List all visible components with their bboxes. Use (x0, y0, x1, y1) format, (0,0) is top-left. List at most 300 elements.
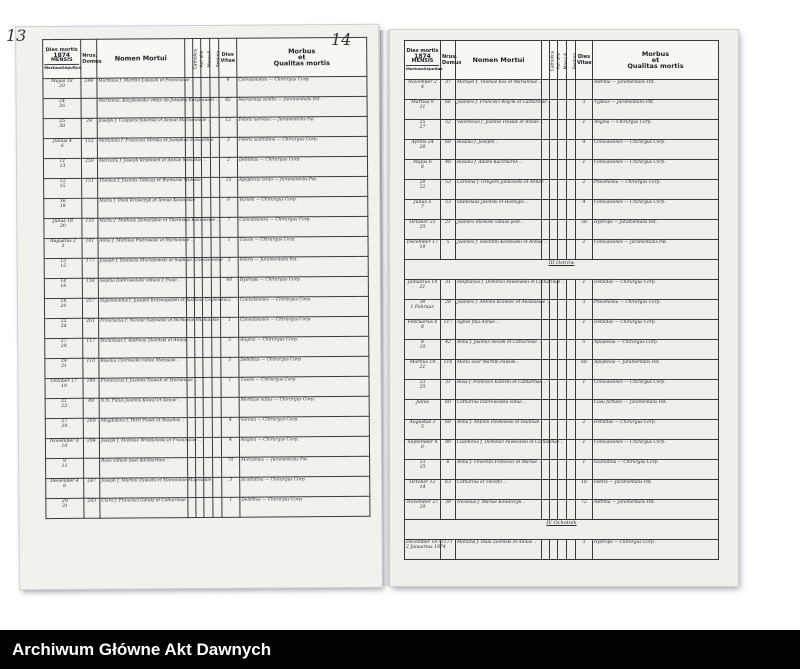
date-cell (44, 178, 82, 198)
name-cell (99, 378, 198, 399)
age-cell (576, 100, 593, 120)
morbus-cell (593, 360, 719, 380)
name-cell-name: N.N. Filius Joannis Kowal et Annae .. (100, 398, 181, 404)
date-cell-m: Februarius 6 (407, 320, 438, 325)
date-cell-s: 5 (421, 425, 424, 430)
morbus-cell-morbus: Febris — Juramentalis Pat. (594, 480, 653, 485)
date-cell-m: 30 (419, 300, 426, 305)
house-number-cell-n: 53 (445, 200, 451, 205)
date-cell-s: 21 (419, 365, 426, 370)
morbus-cell-morbus: Convulsiones — Chirurgus Corp. (594, 140, 666, 145)
date-cell-m: 20 (419, 180, 426, 185)
age-cell (576, 440, 593, 460)
name-cell (456, 100, 551, 120)
date-cell-s: 23 (61, 403, 68, 409)
date-cell (45, 378, 83, 398)
house-number-cell (441, 420, 456, 440)
name-cell-name: Joannes f. Francisci Wójcik et Catharinae .. (457, 100, 551, 105)
name-cell (100, 477, 212, 499)
religio-catholica-cell (542, 500, 550, 520)
morbus-header: Morbus et Qualitas mortis (593, 41, 719, 80)
sexus-femina-cell (211, 197, 220, 217)
house-number-cell-n: 110 (86, 358, 96, 364)
date-cell-m: 24 (59, 98, 66, 104)
house-number-cell-n: 117 (86, 338, 96, 344)
date-cell-s: 15 (59, 183, 66, 189)
date-cell-m: 11 (59, 158, 66, 164)
house-number-cell-n: 181 (85, 238, 95, 244)
house-number-cell (83, 378, 99, 398)
house-number-cell-n: 60 (445, 420, 451, 425)
morbus-cell (238, 256, 368, 277)
sexus-masculus-cell (202, 177, 211, 197)
name-cell-name: Sophia Dobrowolska viduae f. Pauli .. (99, 278, 181, 284)
sexus-femina-cell (567, 460, 576, 480)
house-number-cell (82, 218, 98, 238)
date-cell (405, 540, 446, 560)
nomen-mortui-header: Nomen Mortui (456, 41, 542, 80)
religio-catholica-cell (542, 540, 550, 560)
date-cell-s: 6 (60, 143, 64, 149)
table-row (405, 100, 719, 120)
morbus-cell (593, 180, 719, 200)
date-cell-s: 19 (419, 245, 426, 250)
age-cell-a: 7 (227, 217, 231, 223)
morbus-cell (593, 200, 719, 220)
age-cell (576, 80, 593, 100)
age-cell (576, 540, 593, 560)
age-cell (576, 120, 593, 140)
name-cell-name: Franciscus f. Nicolai Sadowski et Barbarae Michalskie (100, 317, 220, 324)
religio-catholica-cell (542, 340, 550, 360)
morbus-cell (593, 420, 719, 440)
morbus-cell-morbus: Febris scarlatina — Chirurgus Corp. (238, 137, 318, 143)
death-register-table-left (42, 37, 370, 519)
age-cell-a: 6 (227, 197, 231, 203)
morbus-cell (239, 416, 369, 437)
table-row (405, 540, 719, 560)
date-cell-s: 11 (419, 105, 426, 110)
date-cell-m: 21 (61, 398, 68, 404)
house-number-cell (83, 438, 99, 458)
name-cell-name: Anna f. Vincentii Francisci et Mariae .. (457, 460, 542, 465)
house-number-cell-n: 155 (85, 218, 95, 224)
table-row (405, 480, 719, 500)
age-cell (221, 437, 239, 457)
sexus-femina-cell (567, 340, 576, 360)
house-number-cell-n: 177 (85, 258, 95, 264)
archive-name: Archiwum Główne Akt Dawnych (12, 639, 272, 659)
name-cell-name: Anna f. Mathiae Piotrowski et Mariannae .. (99, 238, 194, 244)
table-row (44, 196, 368, 218)
sexus-masculus-cell (558, 420, 567, 440)
age-cell (219, 97, 237, 117)
morbus-cell-morbus: Convulsiones — Chirurgus Corp. (240, 317, 312, 323)
sexus-femina-cell (212, 437, 221, 457)
age-cell-a: 2 (582, 420, 586, 425)
religio-alia-cell (550, 320, 558, 340)
date-cell-s: 29 (419, 505, 426, 510)
date-cell (405, 80, 441, 100)
morbus-cell-morbus: Asthma — Juramentalis Pat. (594, 80, 655, 85)
table-row (405, 360, 719, 380)
sexus-masculus-cell (203, 337, 212, 357)
sexus-masculus-cell (558, 160, 567, 180)
house-number-cell (441, 440, 456, 460)
age-cell-a: 82 (225, 97, 231, 103)
date-cell-m: Augustus 2 (49, 238, 77, 245)
morbus-cell (237, 156, 367, 177)
age-cell (221, 317, 239, 337)
house-number-cell-n: 153 (84, 138, 94, 144)
date-cell-s: 27 (419, 125, 426, 130)
dies-vitae-header: Dies Vitae (219, 38, 237, 77)
age-cell-a: 2 (227, 297, 231, 303)
date-cell (43, 138, 81, 158)
register-rows-right (405, 80, 719, 560)
table-row (44, 276, 368, 298)
date-cell-s: 2 Januarius 1874 (406, 545, 446, 550)
religio-alia-cell (550, 80, 558, 100)
table-row (43, 116, 367, 138)
nrus-domus-header: Nrus. Domus (441, 41, 456, 80)
table-row (45, 376, 369, 398)
house-number-cell-n: 89 (445, 440, 451, 445)
sexus-masculus-cell (558, 380, 567, 400)
dies-vitae-header: Dies Vitae (576, 41, 593, 80)
name-cell (99, 338, 192, 359)
date-cell (405, 440, 441, 460)
house-number-cell-n: 244 (84, 78, 94, 84)
name-cell-name: Agnes filia Annae .. (457, 320, 500, 325)
morbus-cell (239, 316, 369, 337)
religio-alia-cell (550, 140, 558, 160)
morbus-cell (593, 80, 719, 100)
name-cell (98, 177, 201, 199)
age-cell-a: 3 (582, 540, 586, 545)
religio-alia-cell (550, 220, 558, 240)
house-number-cell-n: 173 (443, 540, 453, 545)
house-number-cell (441, 340, 456, 360)
house-number-cell (441, 320, 456, 340)
sexus-femina-cell (567, 280, 576, 300)
table-row (43, 156, 367, 178)
morbus-cell-morbus: Convulsiones — Chirurgus Corp. (594, 440, 666, 445)
name-cell (98, 238, 194, 259)
age-cell-a: 1 (229, 497, 233, 503)
sexus-masculus-header: Masculi (558, 41, 567, 80)
house-number-cell-n: 6 (446, 460, 450, 465)
morbus-cell (240, 496, 370, 517)
date-cell-s: 8 (421, 165, 424, 170)
name-cell-name: Magdalena f. Petri Pasek et Rosaliae .. (100, 418, 185, 424)
sexus-masculus-cell (203, 397, 212, 417)
house-number-cell (81, 98, 97, 118)
name-cell (98, 257, 223, 279)
sexus-femina-cell (211, 277, 220, 297)
date-cell-m: 14 (60, 278, 67, 284)
date-cell (405, 300, 441, 320)
house-number-cell (82, 298, 98, 318)
religio-alia-cell (550, 460, 558, 480)
date-cell-m: 9 (63, 458, 67, 464)
house-number-cell (441, 80, 456, 100)
sexus-femina-cell (567, 300, 576, 320)
name-cell (456, 140, 542, 160)
house-number-cell-n: 37 (445, 80, 451, 85)
name-cell-name: Joannes f. Valentini Kozłowski et Annae .. (457, 240, 547, 245)
name-cell (97, 78, 194, 99)
date-cell-s: 29 (60, 343, 67, 349)
religio-alia-cell (196, 457, 204, 477)
morbus-cell (238, 236, 368, 257)
register-rows-left (43, 76, 370, 518)
table-row (405, 220, 719, 240)
age-cell-a: 5 (228, 337, 232, 343)
date-cell (405, 420, 441, 440)
age-cell-a: 72 (581, 500, 587, 505)
age-cell (219, 137, 237, 157)
age-cell (576, 160, 593, 180)
date-cell-s: 26 (59, 103, 66, 109)
age-cell (219, 157, 237, 177)
name-cell-name: Carolina f. Gregorii Jankowski et Annae .. (457, 180, 548, 185)
name-cell (456, 500, 542, 520)
morbus-cell (593, 500, 719, 520)
morbus-header: Morbus et Qualitas mortis (237, 37, 367, 77)
book-spine (380, 30, 390, 586)
morbus-cell (239, 336, 369, 357)
sexus-femina-cell (567, 320, 576, 340)
morbus-cell-morbus: Convulsiones — Chirurgus Corp. (238, 77, 310, 83)
date-cell (405, 160, 441, 180)
date-cell-m: Majus 6 (413, 160, 432, 165)
name-cell (100, 498, 188, 519)
date-cell-s: 16 (60, 283, 67, 289)
date-cell (405, 480, 441, 500)
name-cell-name: Stephanus f. Dominici Pawłowski et Catharinae .. (457, 280, 565, 285)
age-cell-a: 3 (582, 100, 586, 105)
date-cell-s: 13 (59, 163, 66, 169)
sexus-masculus-cell (203, 417, 212, 437)
house-number-cell (441, 120, 456, 140)
dies-mortis-header: Dies mortis 1874 MENSIS Mortuus Sepultus (43, 39, 81, 78)
sexus-masculus-cell (558, 120, 567, 140)
sexus-masculus-cell (558, 80, 567, 100)
morbus-cell (593, 120, 719, 140)
date-cell (45, 338, 83, 358)
morbus-cell (593, 220, 719, 240)
sexus-femina-cell (567, 440, 576, 460)
table-row (43, 96, 367, 118)
date-cell (44, 258, 82, 278)
age-cell-a: 12 (225, 117, 232, 123)
table-row (46, 456, 370, 478)
sexus-masculus-cell (558, 480, 567, 500)
age-cell-a: 2 (226, 157, 230, 163)
date-cell-m: December 17 (406, 240, 439, 245)
sexus-femina-cell (567, 200, 576, 220)
house-number-cell-n: 247 (87, 478, 97, 484)
date-cell (405, 360, 441, 380)
death-register-table-right (404, 40, 719, 560)
name-cell-name: Maria uxor Martini Pawlak .. (457, 360, 520, 365)
house-number-cell (441, 360, 456, 380)
name-cell (456, 420, 542, 440)
morbus-cell (593, 480, 719, 500)
date-cell (405, 400, 441, 420)
sexus-masculus-cell (203, 437, 212, 457)
sexus-masculus-cell (558, 140, 567, 160)
morbus-cell (237, 116, 367, 137)
age-cell (576, 480, 593, 500)
date-cell (45, 438, 83, 458)
name-cell (98, 217, 220, 239)
name-cell-name: Franciscus f. Joannis Nowak et Mariannae .. (100, 378, 198, 384)
age-cell-a: 1 (582, 460, 586, 465)
age-cell-a: 5 (582, 340, 586, 345)
table-row (45, 436, 369, 458)
date-cell-m: 18 (60, 298, 67, 304)
house-number-cell-n: 53 (445, 180, 451, 185)
sexus-masculus-cell (558, 340, 567, 360)
name-cell-name: Martinus f. Martini Łukasik et Franciscae .. (98, 78, 194, 84)
date-cell-s: 31 (61, 503, 68, 509)
morbus-cell-morbus: Convulsiones — Chirurgus Corp. (594, 200, 666, 205)
sexus-femina-cell (212, 377, 221, 397)
date-cell-m: 13 (419, 460, 426, 465)
house-number-cell-n: 31 (445, 380, 451, 385)
name-cell-name: Marianna, Kozykowska vidua ab Josepho Kozykowski .. (98, 97, 219, 104)
age-cell-a: 1 (582, 320, 586, 325)
morbus-cell (237, 76, 367, 97)
name-cell (456, 200, 542, 220)
sexus-masculus-cell (203, 357, 212, 377)
house-number-cell-n: 21 (445, 220, 451, 225)
age-cell-a: 18 (581, 480, 587, 485)
morbus-cell (593, 300, 719, 320)
morbus-cell-morbus: Asthma — Juramentalis Pat. (594, 500, 655, 505)
name-cell-name: Michael f. Thomae Kos et Mariannae .. (457, 80, 542, 85)
table-row (46, 496, 370, 518)
date-cell-s: 30 (59, 123, 66, 129)
name-cell (99, 358, 187, 379)
age-cell (222, 457, 240, 477)
religio-alia-cell (195, 337, 203, 357)
sexus-masculus-header: Masculi (201, 38, 210, 77)
age-cell-a: 2 (582, 240, 586, 245)
sexus-femina-cell (213, 477, 222, 497)
table-row (405, 120, 719, 140)
date-cell-s: 18 (59, 203, 66, 209)
religio-catholica-cell (542, 460, 550, 480)
house-number-cell-n: 48 (445, 160, 451, 165)
date-cell-m: October 12 (409, 480, 436, 485)
age-cell-a: 3 (229, 477, 233, 483)
morbus-cell-morbus: Apoplexia — Juramentalis Pat. (594, 360, 660, 365)
house-number-cell (441, 500, 456, 520)
age-cell (576, 240, 593, 260)
sexus-femina-cell (567, 120, 576, 140)
sexus-masculus-cell (202, 237, 211, 257)
morbus-cell-morbus: Debilitas — Chirurgus Corp. (594, 420, 656, 425)
house-number-cell-n: 261 (86, 318, 96, 324)
religio-catholica-cell (187, 398, 195, 418)
house-number-cell-n: 89 (88, 398, 95, 404)
date-cell-s: 20 (59, 83, 65, 89)
date-cell-m: 25 (419, 120, 426, 125)
sexus-femina-cell (210, 77, 219, 97)
morbus-cell (593, 340, 719, 360)
name-cell (456, 280, 565, 300)
age-cell-a: 1 (582, 380, 586, 385)
date-cell-s: 6 (421, 445, 424, 450)
house-number-cell (441, 160, 456, 180)
house-number-cell (441, 220, 456, 240)
date-cell (405, 200, 441, 220)
house-number-cell-n: 269 (86, 418, 96, 424)
house-number-cell (84, 478, 100, 498)
sexus-masculus-cell (558, 220, 567, 240)
name-cell-name: Rosa viduae post Adalbertum .. (101, 458, 170, 464)
house-number-cell-n: 243 (87, 498, 97, 504)
age-cell-a: 1 (228, 317, 232, 323)
sexus-femina-cell (213, 457, 222, 477)
age-cell-a: 4 (226, 77, 230, 83)
table-row (405, 380, 719, 400)
table-row (405, 200, 719, 220)
date-cell-m: Augustus 3 (409, 420, 436, 425)
religio-alia-cell (550, 340, 558, 360)
sexus-femina-cell (567, 240, 576, 260)
name-cell-name: Marcella f. Joseph Krzemień et Annae Sobotkie .. (98, 157, 206, 164)
name-cell-name: Nicolaus f. Mariae Kowalczyk .. (457, 500, 526, 505)
religio-alia-cell (550, 200, 558, 220)
morbus-cell-morbus: Apoplexia lenta — Juramentalis Pat. (239, 177, 318, 183)
name-cell-name: Joannes f. Antonii Krawiec et Anastasiae .. (457, 300, 550, 305)
age-cell (219, 77, 237, 97)
house-number-cell (441, 300, 456, 320)
age-cell (221, 337, 239, 357)
house-number-cell-n: 60 (445, 400, 451, 405)
date-cell-s: 15 (60, 263, 67, 269)
morbus-cell (593, 100, 719, 120)
sexus-femina-cell (567, 80, 576, 100)
dies-mortis-header: Dies mortis 1874 MENSIS Mortuus Sepultus (405, 41, 441, 80)
date-cell-s: 11 (61, 463, 68, 469)
name-cell (456, 220, 542, 240)
house-number-cell-n: 28 (445, 300, 451, 305)
name-cell (97, 157, 206, 179)
name-cell (97, 97, 219, 119)
sexus-masculus-cell (202, 197, 211, 217)
name-cell (456, 180, 548, 200)
date-cell (405, 140, 441, 160)
age-cell-a: 3 (582, 300, 586, 305)
sexus-femina-cell (212, 397, 221, 417)
date-cell-m: December 1873 (406, 540, 444, 545)
name-cell (456, 320, 542, 340)
morbus-cell-morbus: Angina — Chirurgus Corp. (594, 120, 652, 125)
sexus-masculus-cell (558, 400, 567, 420)
religio-alia-cell (195, 357, 203, 377)
date-cell-m: Julius 18 (52, 218, 74, 225)
name-cell (98, 297, 228, 319)
table-header (43, 37, 367, 78)
date-cell-m: 23 (419, 380, 426, 385)
sexus-femina-cell (567, 220, 576, 240)
name-cell (456, 340, 542, 360)
